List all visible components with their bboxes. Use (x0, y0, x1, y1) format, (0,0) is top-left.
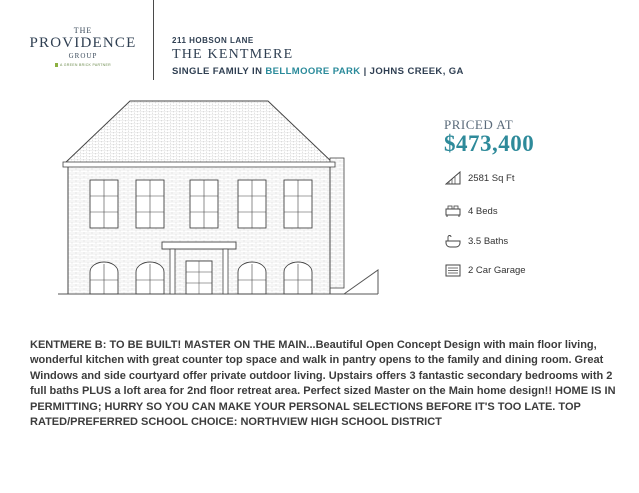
model-name: THE KENTMERE (172, 47, 294, 62)
brand-logo (22, 26, 144, 67)
feature-square-feet-label: 2581 Sq Ft (468, 172, 515, 184)
logo-the: THE (73, 26, 93, 35)
portico-column-right (223, 249, 228, 294)
logo-brand: PROVIDENCE (29, 35, 137, 51)
listing-subtitle (172, 66, 464, 77)
listing-description: KENTMERE B: TO BE BUILT! MASTER ON THE MAIN...Beautiful Open Concept Design with main floor living, wonderful kitchen with great counter top space and walk in pantry opens to the family and dining room. Great Windows and side courtyard offer private outdoor living. Upstairs offers 3 fantastic secondary bedrooms with 2 full baths PLUS a loft area for 2nd floor retreat area. Perfect sized Master on the Main home design!! HOME IS IN PERMITTING; HURRY SO YOU CAN MAKE YOUR PERSONAL SELECTIONS BEFORE IT'S TOO LATE. TOP RATED/PREFERRED SCHOOL CHOICE: NORTHVIEW HIGH SCHOOL DISTRICT (30, 339, 616, 429)
listing-price: $473,400 (444, 131, 535, 156)
community-name: BELLMOORE PARK (265, 66, 361, 77)
logo-tagline (22, 63, 144, 67)
header-divider (153, 0, 154, 80)
listing-address: 211 HOBSON LANE (172, 36, 254, 45)
feature-baths-label: 3.5 Baths (468, 235, 509, 247)
logo-mark-icon (55, 63, 58, 67)
logo-tagline-text: A GREEN BRICK PARTNER (60, 63, 111, 67)
area-icon (444, 170, 462, 186)
priced-at-label: PRICED AT (444, 117, 514, 132)
portico-column-left (170, 249, 175, 294)
bed-icon (444, 203, 462, 219)
roof (64, 101, 334, 164)
feature-beds-label: 4 Beds (468, 205, 498, 217)
house-elevation-drawing (58, 96, 403, 314)
feature-beds (444, 202, 498, 220)
bath-icon (444, 233, 462, 249)
cornice (63, 162, 335, 167)
portico-roof (162, 242, 236, 249)
listing-header (172, 36, 464, 77)
feature-baths (444, 232, 508, 250)
feature-garage-label: 2 Car Garage (468, 264, 526, 276)
garage-icon (444, 262, 462, 278)
chimney (330, 158, 344, 288)
logo-group: GROUP (68, 52, 98, 60)
home-type: SINGLE FAMILY IN (172, 66, 266, 77)
feature-garage (444, 261, 526, 279)
side-wall (344, 270, 378, 294)
listing-location: | JOHNS CREEK, GA (360, 66, 464, 77)
feature-square-feet (444, 169, 514, 187)
